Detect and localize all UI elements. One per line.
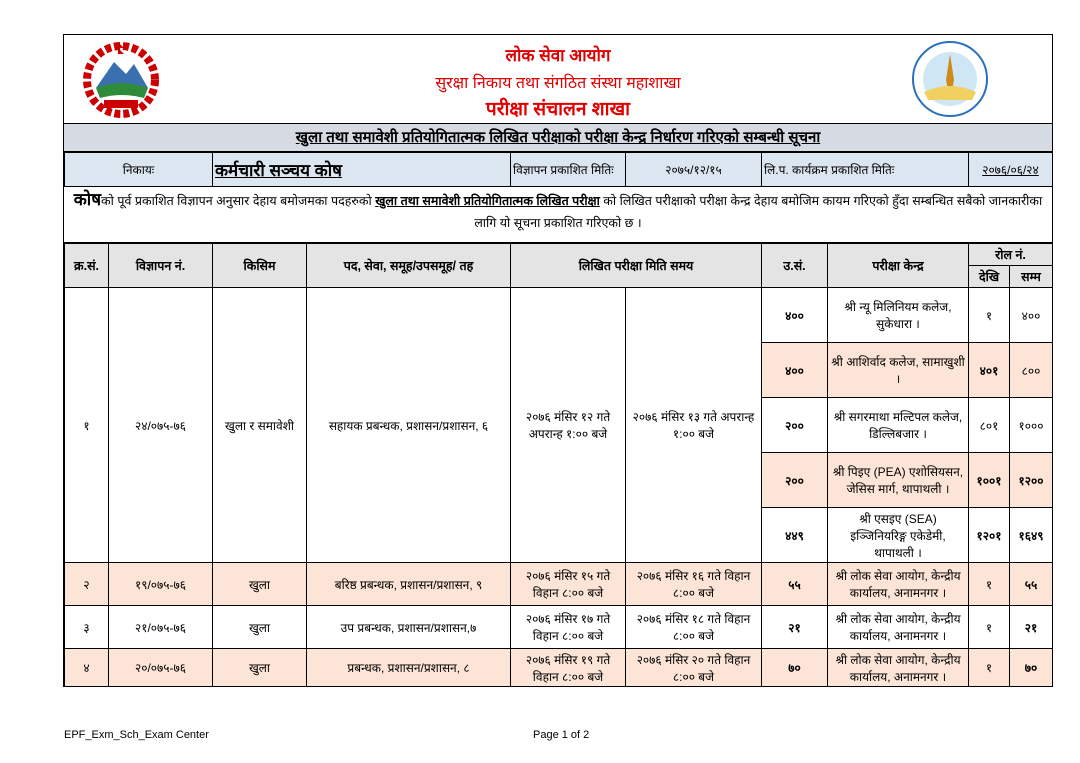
cell-type: खुला bbox=[213, 563, 307, 606]
cell-roll-from: १ bbox=[969, 288, 1010, 343]
col-center: परीक्षा केन्द्र bbox=[828, 244, 969, 288]
cell-adv-no: २१/०७५-७६ bbox=[109, 606, 213, 649]
col-candidates: उ.सं. bbox=[762, 244, 828, 288]
cell-type: खुला bbox=[213, 606, 307, 649]
psc-logo bbox=[902, 40, 998, 118]
schedule-date-label: लि.प. कार्यक्रम प्रकाशित मितिः bbox=[762, 153, 969, 187]
info-row bbox=[64, 152, 1053, 187]
footer-filename: EPF_Exm_Sch_Exam Center bbox=[64, 729, 209, 741]
cell-roll-to: ४०० bbox=[1010, 288, 1053, 343]
cell-time-2: २०७६ मंसिर २० गते विहान ८:०० बजे bbox=[626, 649, 762, 687]
intro-underlined: खुला तथा समावेशी प्रतियोगितात्मक लिखित परीक्षा bbox=[375, 194, 600, 208]
cell-center: श्री आशिर्वाद कलेज, सामाखुशी । bbox=[828, 343, 969, 398]
col-sn: क्र.सं. bbox=[65, 244, 109, 288]
cell-time-2: २०७६ मंसिर १३ गते अपरान्ह १:०० बजे bbox=[626, 288, 762, 563]
footer-page-number: Page 1 of 2 bbox=[533, 729, 590, 741]
cell-roll-from: १२०१ bbox=[969, 508, 1010, 563]
nikaya-label: निकायः bbox=[65, 153, 213, 187]
cell-time-1: २०७६ मंसिर १७ गते विहान ८:०० बजे bbox=[511, 606, 626, 649]
cell-roll-to: १२०० bbox=[1010, 453, 1053, 508]
cell-roll-to: ८०० bbox=[1010, 343, 1053, 398]
org-name: लोक सेवा आयोग bbox=[505, 46, 611, 65]
letterhead bbox=[64, 35, 1052, 124]
cell-roll-from: १ bbox=[969, 563, 1010, 606]
division-name: सुरक्षा निकाय तथा संगठित संस्था महाशाखा bbox=[435, 75, 681, 92]
table-row bbox=[65, 288, 1053, 343]
cell-roll-from: ४०१ bbox=[969, 343, 1010, 398]
cell-center: श्री लोक सेवा आयोग, केन्द्रीय कार्यालय, अनामनगर । bbox=[828, 606, 969, 649]
cell-center: श्री सगरमाथा मल्टिपल कलेज, डिल्लिबजार । bbox=[828, 398, 969, 453]
cell-roll-from: ८०१ bbox=[969, 398, 1010, 453]
cell-post: बरिष्ठ प्रबन्धक, प्रशासन/प्रशासन, ९ bbox=[307, 563, 511, 606]
notice-document bbox=[63, 34, 1053, 687]
col-roll: रोल नं. bbox=[969, 244, 1053, 266]
table-row bbox=[65, 649, 1053, 687]
cell-adv-no: २०/०७५-७६ bbox=[109, 649, 213, 687]
intro-bold: कोष bbox=[73, 190, 102, 209]
col-post: पद, सेवा, समूह/उपसमूह/ तह bbox=[307, 244, 511, 288]
cell-type: खुला र समावेशी bbox=[213, 288, 307, 563]
cell-count: ७० bbox=[762, 649, 828, 687]
cell-roll-from: १ bbox=[969, 606, 1010, 649]
cell-roll-to: २१ bbox=[1010, 606, 1053, 649]
table-row bbox=[65, 606, 1053, 649]
cell-time-2: २०७६ मंसिर १६ गते विहान ८:०० बजे bbox=[626, 563, 762, 606]
cell-center: श्री न्यू मिलिनियम कलेज, सुकेधारा । bbox=[828, 288, 969, 343]
notice-title: खुला तथा समावेशी प्रतियोगितात्मक लिखित परीक्षाको परीक्षा केन्द्र निर्धारण गरिएको सम्बन्धी सूचना bbox=[64, 124, 1052, 152]
cell-time-1: २०७६ मंसिर १९ गते विहान ८:०० बजे bbox=[511, 649, 626, 687]
cell-sn: २ bbox=[65, 563, 109, 606]
cell-roll-from: १००१ bbox=[969, 453, 1010, 508]
cell-count: २१ bbox=[762, 606, 828, 649]
col-roll-from: देखि bbox=[969, 266, 1010, 288]
cell-sn: ४ bbox=[65, 649, 109, 687]
cell-type: खुला bbox=[213, 649, 307, 687]
col-exam-time: लिखित परीक्षा मिति समय bbox=[511, 244, 762, 288]
cell-adv-no: १९/०७५-७६ bbox=[109, 563, 213, 606]
nikaya-value: कर्मचारी सञ्चय कोष bbox=[213, 153, 511, 187]
adv-date: २०७५/१२/१५ bbox=[626, 153, 762, 187]
cell-time-1: २०७६ मंसिर १५ गते विहान ८:०० बजे bbox=[511, 563, 626, 606]
intro-text-1: को पूर्व प्रकाशित विज्ञापन अनुसार देहाय बमोजमका पदहरुको bbox=[101, 194, 376, 208]
exam-center-table bbox=[64, 243, 1053, 687]
cell-roll-to: १६४९ bbox=[1010, 508, 1053, 563]
col-adv-no: विज्ञापन नं. bbox=[109, 244, 213, 288]
cell-count: ४४९ bbox=[762, 508, 828, 563]
cell-count: ४०० bbox=[762, 288, 828, 343]
cell-center: श्री लोक सेवा आयोग, केन्द्रीय कार्यालय, अनामनगर । bbox=[828, 649, 969, 687]
cell-sn: १ bbox=[65, 288, 109, 563]
col-roll-to: सम्म bbox=[1010, 266, 1053, 288]
cell-count: ५५ bbox=[762, 563, 828, 606]
col-type: किसिम bbox=[213, 244, 307, 288]
cell-post: उप प्रबन्धक, प्रशासन/प्रशासन,७ bbox=[307, 606, 511, 649]
cell-time-1: २०७६ मंसिर १२ गते अपरान्ह १:०० बजे bbox=[511, 288, 626, 563]
cell-roll-to: ७० bbox=[1010, 649, 1053, 687]
adv-date-label: विज्ञापन प्रकाशित मितिः bbox=[511, 153, 626, 187]
cell-post: प्रबन्धक, प्रशासन/प्रशासन, ८ bbox=[307, 649, 511, 687]
section-name: परीक्षा संचालन शाखा bbox=[485, 99, 631, 120]
cell-count: २०० bbox=[762, 453, 828, 508]
cell-sn: ३ bbox=[65, 606, 109, 649]
cell-time-2: २०७६ मंसिर १८ गते विहान ८:०० बजे bbox=[626, 606, 762, 649]
cell-post: सहायक प्रबन्धक, प्रशासन/प्रशासन, ६ bbox=[307, 288, 511, 563]
cell-count: २०० bbox=[762, 398, 828, 453]
cell-center: श्री लोक सेवा आयोग, केन्द्रीय कार्यालय, अनामनगर । bbox=[828, 563, 969, 606]
cell-roll-from: १ bbox=[969, 649, 1010, 687]
cell-count: ४०० bbox=[762, 343, 828, 398]
schedule-date: २०७६/०६/२४ bbox=[969, 153, 1053, 187]
cell-roll-to: १००० bbox=[1010, 398, 1053, 453]
cell-center: श्री पिइए (PEA) एशोसियसन, जेसिस मार्ग, थापाथली । bbox=[828, 453, 969, 508]
intro-paragraph bbox=[64, 187, 1052, 243]
table-row bbox=[65, 563, 1053, 606]
intro-text-2: को लिखित परीक्षाको परीक्षा केन्द्र देहाय बमोजिम कायम गरिएको हुँदा सम्बन्धित सबैको जानकारीका लागि यो सूचना प्रकाशित गरिएको छ । bbox=[474, 194, 1043, 230]
cell-adv-no: २४/०७५-७६ bbox=[109, 288, 213, 563]
cell-center: श्री एसइए (SEA) इञ्जिनियरिङ्ग एकेडेमी, थापाथली । bbox=[828, 508, 969, 563]
cell-roll-to: ५५ bbox=[1010, 563, 1053, 606]
